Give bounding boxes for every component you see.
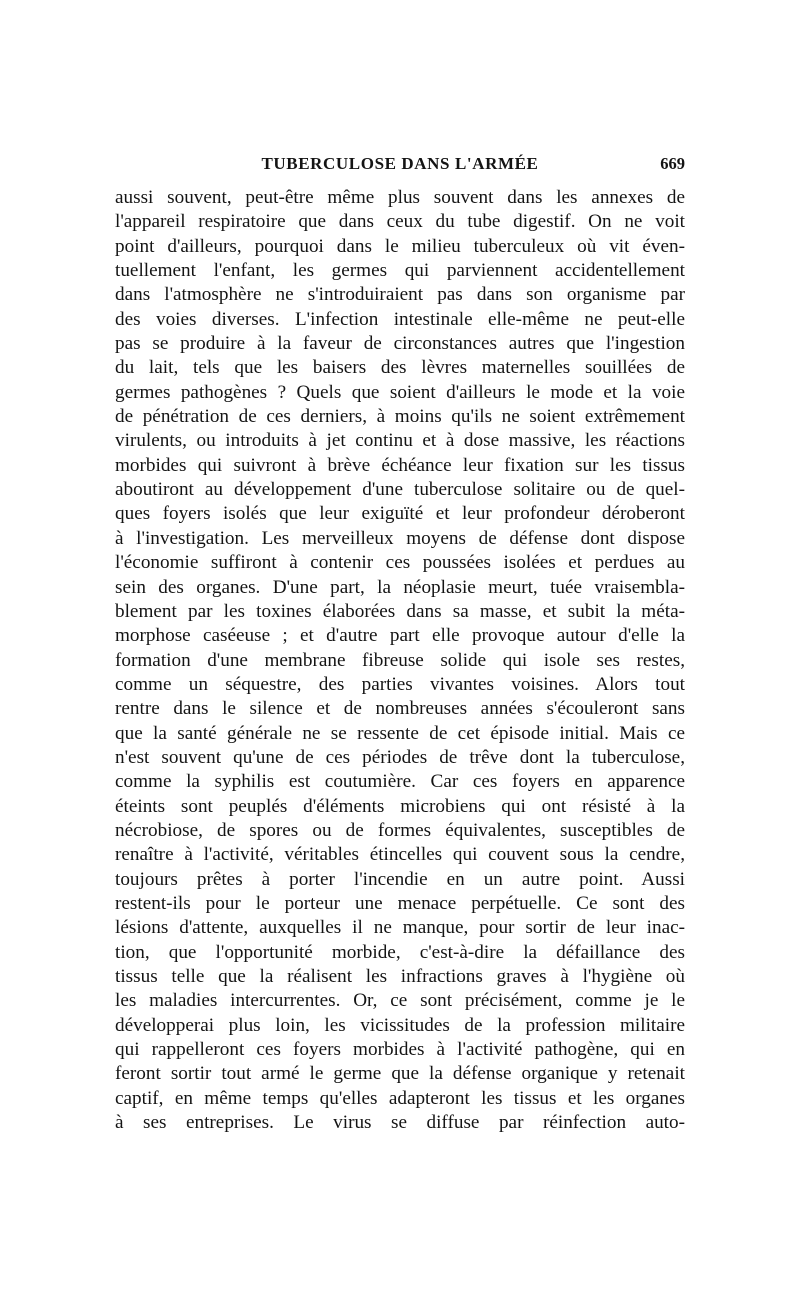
text-line: aussi souvent, peut-être même plus souvent dans les annexes de bbox=[115, 187, 685, 208]
text-line: morphose caséeuse ; et d'autre part elle provoque autour d'elle la bbox=[115, 625, 685, 647]
text-line: sein des organes. D'une part, la néoplasie meurt, tuée vraisembla- bbox=[115, 576, 685, 598]
text-line: virulents, ou introduits à jet continu et à dose massive, les réactions bbox=[115, 430, 685, 452]
text-line: aboutiront au développement d'une tuberculose solitaire ou de quel- bbox=[115, 479, 685, 501]
text-line: comme la syphilis est coutumière. Car ces foyers en apparence bbox=[115, 771, 685, 793]
text-line: l'appareil respiratoire que dans ceux du tube digestif. On ne voit bbox=[115, 211, 685, 233]
text-line: développerai plus loin, les vicissitudes de la profession militaire bbox=[115, 1014, 685, 1036]
text-line: à ses entreprises. Le virus se diffuse par réinfection auto- bbox=[115, 1112, 685, 1134]
text-line: éteints sont peuplés d'éléments microbiens qui ont résisté à la bbox=[115, 795, 685, 817]
text-line: germes pathogènes ? Quels que soient d'ailleurs le mode et la voie bbox=[115, 381, 685, 403]
running-title: TUBERCULOSE DANS L'ARMÉE bbox=[261, 154, 539, 173]
text-line: n'est souvent qu'une de ces périodes de trêve dont la tuberculose, bbox=[115, 746, 685, 768]
text-line: nécrobiose, de spores ou de formes équivalentes, susceptibles de bbox=[115, 819, 685, 841]
text-line: blement par les toxines élaborées dans sa masse, et subit la méta- bbox=[115, 600, 685, 622]
text-line: qui rappelleront ces foyers morbides à l'activité pathogène, qui en bbox=[115, 1039, 685, 1061]
body-text bbox=[115, 186, 685, 1135]
text-line: point d'ailleurs, pourquoi dans le milieu tuberculeux où vit éven- bbox=[115, 235, 685, 257]
text-line: rentre dans le silence et de nombreuses années s'écouleront sans bbox=[115, 698, 685, 720]
text-line: ques foyers isolés que leur exiguïté et leur profondeur déroberont bbox=[115, 503, 685, 525]
text-line: tion, que l'opportunité morbide, c'est-à-dire la défaillance des bbox=[115, 941, 685, 963]
text-line: à l'investigation. Les merveilleux moyens de défense dont dispose bbox=[115, 527, 685, 549]
text-line: feront sortir tout armé le germe que la défense organique y retenait bbox=[115, 1063, 685, 1085]
text-line: comme un séquestre, des parties vivantes voisines. Alors tout bbox=[115, 673, 685, 695]
text-line: toujours prêtes à porter l'incendie en un autre point. Aussi bbox=[115, 868, 685, 890]
text-line: l'économie suffiront à contenir ces poussées isolées et perdues au bbox=[115, 552, 685, 574]
text-line: tuellement l'enfant, les germes qui parviennent accidentellement bbox=[115, 260, 685, 282]
text-line: que la santé générale ne se ressente de cet épisode initial. Mais ce bbox=[115, 722, 685, 744]
page-number: 669 bbox=[660, 154, 685, 173]
text-line: captif, en même temps qu'elles adapteront les tissus et les organes bbox=[115, 1087, 685, 1109]
text-line: lésions d'attente, auxquelles il ne manque, pour sortir de leur inac- bbox=[115, 917, 685, 939]
text-line: de pénétration de ces derniers, à moins qu'ils ne soient extrêmement bbox=[115, 406, 685, 428]
text-line: renaître à l'activité, véritables étincelles qui couvent sous la cendre, bbox=[115, 844, 685, 866]
text-line: des voies diverses. L'infection intestinale elle-même ne peut-elle bbox=[115, 308, 685, 330]
running-head bbox=[115, 154, 685, 178]
text-line: les maladies intercurrentes. Or, ce sont précisément, comme je le bbox=[115, 990, 685, 1012]
text-line: formation d'une membrane fibreuse solide qui isole ses restes, bbox=[115, 649, 685, 671]
text-line: restent-ils pour le porteur une menace perpétuelle. Ce sont des bbox=[115, 892, 685, 914]
text-line: du lait, tels que les baisers des lèvres maternelles souillées de bbox=[115, 357, 685, 379]
text-line: tissus telle que la réalisent les infractions graves à l'hygiène où bbox=[115, 966, 685, 987]
text-line: morbides qui suivront à brève échéance leur fixation sur les tissus bbox=[115, 454, 685, 476]
text-line: pas se produire à la faveur de circonstances autres que l'ingestion bbox=[115, 333, 685, 355]
text-line: dans l'atmosphère ne s'introduiraient pas dans son organisme par bbox=[115, 284, 685, 306]
